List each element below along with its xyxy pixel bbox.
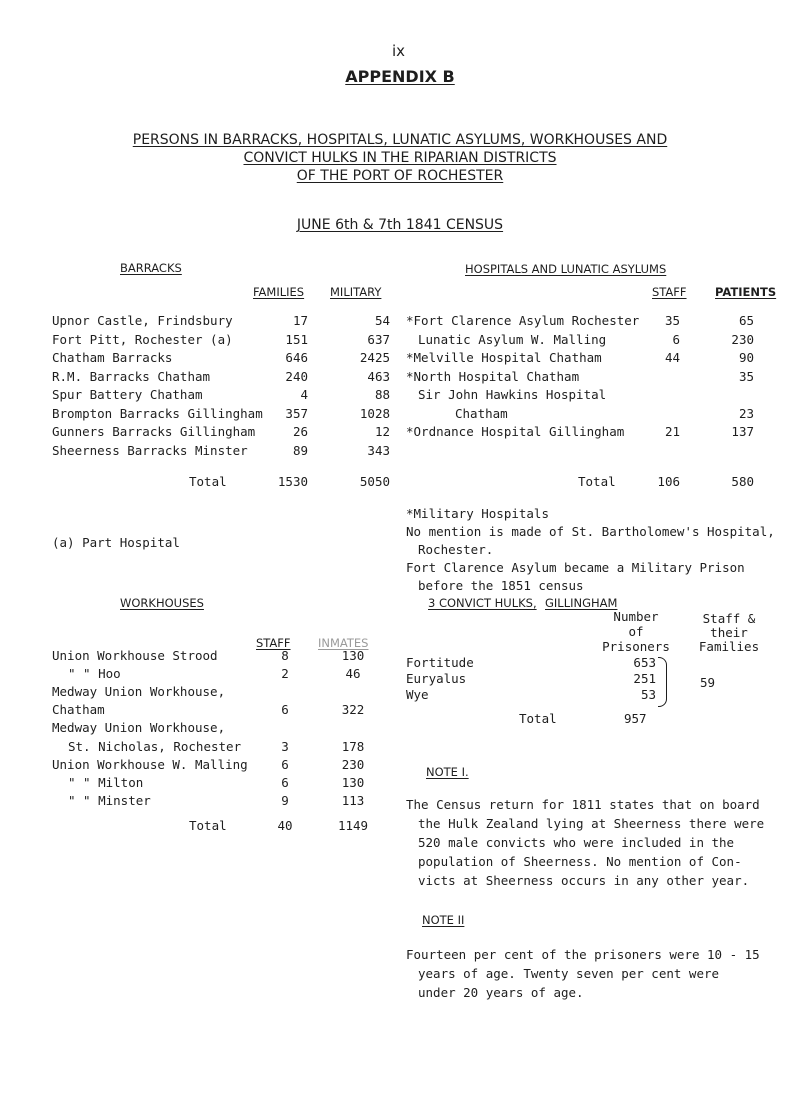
workhouses-row-staff: 3 <box>281 739 289 754</box>
note1-line-2: the Hulk Zealand lying at Sheerness there were <box>418 816 765 831</box>
hulks-total-number: 957 <box>624 711 647 726</box>
hospitals-row-staff: 6 <box>672 331 680 347</box>
hospitals-col-staff: STAFF <box>652 285 687 299</box>
hulks-row-number: 653 <box>633 655 656 670</box>
barracks-row-families: 357 <box>285 405 308 421</box>
hospitals-row-name: *North Hospital Chatham <box>406 368 580 384</box>
workhouses-row-name: " " Hoo <box>68 666 121 681</box>
workhouses-row-staff: 2 <box>281 666 289 681</box>
hospitals-row-name: *Ordnance Hospital Gillingham <box>406 424 625 439</box>
workhouses-total-inmates: 1149 <box>337 818 369 833</box>
barracks-col-families: FAMILIES <box>253 285 305 299</box>
barracks-row-military: 12 <box>374 424 390 439</box>
hulks-row-name: Fortitude <box>406 655 474 670</box>
barracks-row-name: R.M. Barracks Chatham <box>52 368 211 384</box>
census-date: JUNE 6th & 7th 1841 CENSUS <box>296 217 504 233</box>
workhouses-row-inmates: 130 <box>341 775 365 790</box>
barracks-total-label: Total <box>189 474 227 489</box>
hospitals-row-name: Lunatic Asylum W. Malling <box>418 331 607 347</box>
hospitals-note-bart-1: No mention is made of St. Bartholomew's Hospital, <box>406 524 775 539</box>
note2-line-2: years of age. Twenty seven per cent were <box>418 966 720 981</box>
barracks-col-military: MILITARY <box>330 285 382 299</box>
hospitals-note-military: *Military Hospitals <box>406 506 549 521</box>
note1-line-4: population of Sheerness. No mention of Con- <box>418 854 742 869</box>
barracks-row-military: 637 <box>367 331 390 347</box>
barracks-row-name: Chatham Barracks <box>52 350 173 365</box>
workhouses-row-inmates: 230 <box>341 757 365 772</box>
hospitals-row-name: Sir John Hawkins Hospital <box>418 387 607 402</box>
workhouses-row-staff: 6 <box>281 775 289 790</box>
hulks-row-name: Wye <box>406 687 429 702</box>
title-line-1: PERSONS IN BARRACKS, HOSPITALS, LUNATIC ASYLUMS, WORKHOUSES AND <box>132 132 668 148</box>
barracks-row-name: Fort Pitt, Rochester (a) <box>52 331 233 347</box>
workhouses-row-inmates: 130 <box>341 648 365 663</box>
hospitals-row-patients: 137 <box>731 424 754 439</box>
hospitals-note-fort-2: before the 1851 census <box>418 578 584 593</box>
workhouses-total-staff: 40 <box>277 818 293 833</box>
hospitals-row-name: *Fort Clarence Asylum Rochester <box>406 313 640 328</box>
hospitals-col-patients: PATIENTS <box>715 285 777 299</box>
barracks-row-families: 646 <box>285 350 308 365</box>
hulks-heading-2: GILLINGHAM <box>545 596 618 610</box>
barracks-row-families: 89 <box>292 442 308 458</box>
hospitals-note-bart-2: Rochester. <box>418 542 494 557</box>
barracks-row-name: Sheerness Barracks Minster <box>52 442 248 458</box>
hospitals-total-patients: 580 <box>731 474 754 489</box>
hospitals-row-staff: 21 <box>664 424 680 439</box>
hulks-heading-1: 3 CONVICT HULKS, <box>428 596 537 610</box>
title-line-3: OF THE PORT OF ROCHESTER <box>296 168 504 184</box>
hospitals-row-patients: 230 <box>731 331 754 347</box>
workhouses-col-inmates: INMATES <box>318 636 369 650</box>
hospitals-note-fort-1: Fort Clarence Asylum became a Military Prison <box>406 560 745 575</box>
barracks-row-families: 26 <box>292 424 308 439</box>
barracks-row-military: 1028 <box>359 405 390 421</box>
barracks-row-families: 17 <box>292 313 308 328</box>
workhouses-col-staff: STAFF <box>256 636 291 650</box>
hospitals-heading: HOSPITALS AND LUNATIC ASYLUMS <box>465 262 667 276</box>
hospitals-row-patients: 23 <box>738 405 754 421</box>
workhouses-row-name: Union Workhouse W. Malling <box>52 757 248 772</box>
hospitals-row-patients: 65 <box>738 313 754 328</box>
workhouses-row-staff: 6 <box>281 702 289 717</box>
page-number: ix <box>392 42 406 60</box>
hulks-col-staff-1: Staff & <box>702 611 756 626</box>
hulks-total-label: Total <box>519 711 557 726</box>
workhouses-row-staff: 8 <box>281 648 289 663</box>
hospitals-row-name: *Melville Hospital Chatham <box>406 350 602 365</box>
hulks-col-number-1: Number <box>613 609 659 624</box>
hulks-row-number: 53 <box>640 687 656 702</box>
hospitals-row-name: Chatham <box>455 405 508 421</box>
barracks-row-families: 4 <box>300 387 308 402</box>
note1-line-3: 520 male convicts who were included in the <box>418 835 735 850</box>
hospitals-row-staff: 35 <box>664 313 680 328</box>
workhouses-row-staff: 9 <box>281 793 289 808</box>
workhouses-row-name: Medway Union Workhouse, <box>52 720 226 735</box>
workhouses-row-inmates: 178 <box>341 739 365 754</box>
workhouses-row-inmates: 113 <box>341 793 365 808</box>
workhouses-row-inmates: 322 <box>341 702 365 717</box>
hulks-brace <box>658 657 667 707</box>
note1-heading: NOTE I. <box>426 765 469 779</box>
barracks-total-families: 1530 <box>277 474 308 489</box>
hospitals-total-label: Total <box>578 474 616 489</box>
workhouses-total-label: Total <box>189 818 227 833</box>
note2-line-3: under 20 years of age. <box>418 985 584 1000</box>
hulks-col-number-2: of <box>628 624 644 639</box>
workhouses-heading: WORKHOUSES <box>120 596 204 610</box>
workhouses-row-name: " " Milton <box>68 775 144 790</box>
barracks-row-name: Brompton Barracks Gillingham <box>52 405 263 421</box>
barracks-row-name: Upnor Castle, Frindsbury <box>52 313 233 328</box>
hulks-col-staff-3: Families <box>698 639 760 654</box>
barracks-row-military: 2425 <box>359 350 390 365</box>
barracks-total-military: 5050 <box>359 474 390 489</box>
barracks-row-name: Spur Battery Chatham <box>52 387 203 402</box>
workhouses-row-staff: 6 <box>281 757 289 772</box>
hulks-row-number: 251 <box>633 671 656 686</box>
note1-line-1: The Census return for 1811 states that on board <box>406 797 760 812</box>
note2-line-1: Fourteen per cent of the prisoners were 10 - 15 <box>406 947 760 962</box>
note1-line-5: victs at Sheerness occurs in any other year. <box>418 873 750 888</box>
hulks-col-staff-2: their <box>710 625 748 640</box>
title-line-2: CONVICT HULKS IN THE RIPARIAN DISTRICTS <box>243 150 557 166</box>
barracks-row-name: Gunners Barracks Gillingham <box>52 424 256 439</box>
hulks-staff-families: 59 <box>700 675 716 690</box>
barracks-row-families: 151 <box>285 331 308 347</box>
hospitals-row-patients: 90 <box>738 350 754 365</box>
appendix-title: APPENDIX B <box>345 67 455 86</box>
barracks-row-military: 343 <box>367 442 390 458</box>
hulks-row-name: Euryalus <box>406 671 467 686</box>
workhouses-row-inmates: 46 <box>345 666 361 681</box>
workhouses-row-name: St. Nicholas, Rochester <box>68 739 242 754</box>
workhouses-row-name: Medway Union Workhouse, <box>52 684 226 699</box>
hospitals-row-patients: 35 <box>738 368 754 384</box>
workhouses-row-name: Chatham <box>52 702 105 717</box>
workhouses-row-name: Union Workhouse Strood <box>52 648 218 663</box>
barracks-row-families: 240 <box>285 368 308 384</box>
barracks-footnote: (a) Part Hospital <box>52 535 180 550</box>
barracks-row-military: 88 <box>374 387 390 402</box>
note2-heading: NOTE II <box>422 913 465 927</box>
workhouses-row-name: " " Minster <box>68 793 151 808</box>
barracks-row-military: 54 <box>374 313 390 328</box>
barracks-row-military: 463 <box>367 368 390 384</box>
barracks-heading: BARRACKS <box>120 261 182 275</box>
hulks-col-number-3: Prisoners <box>602 639 670 654</box>
hospitals-row-staff: 44 <box>664 350 680 365</box>
hospitals-total-staff: 106 <box>657 474 680 489</box>
